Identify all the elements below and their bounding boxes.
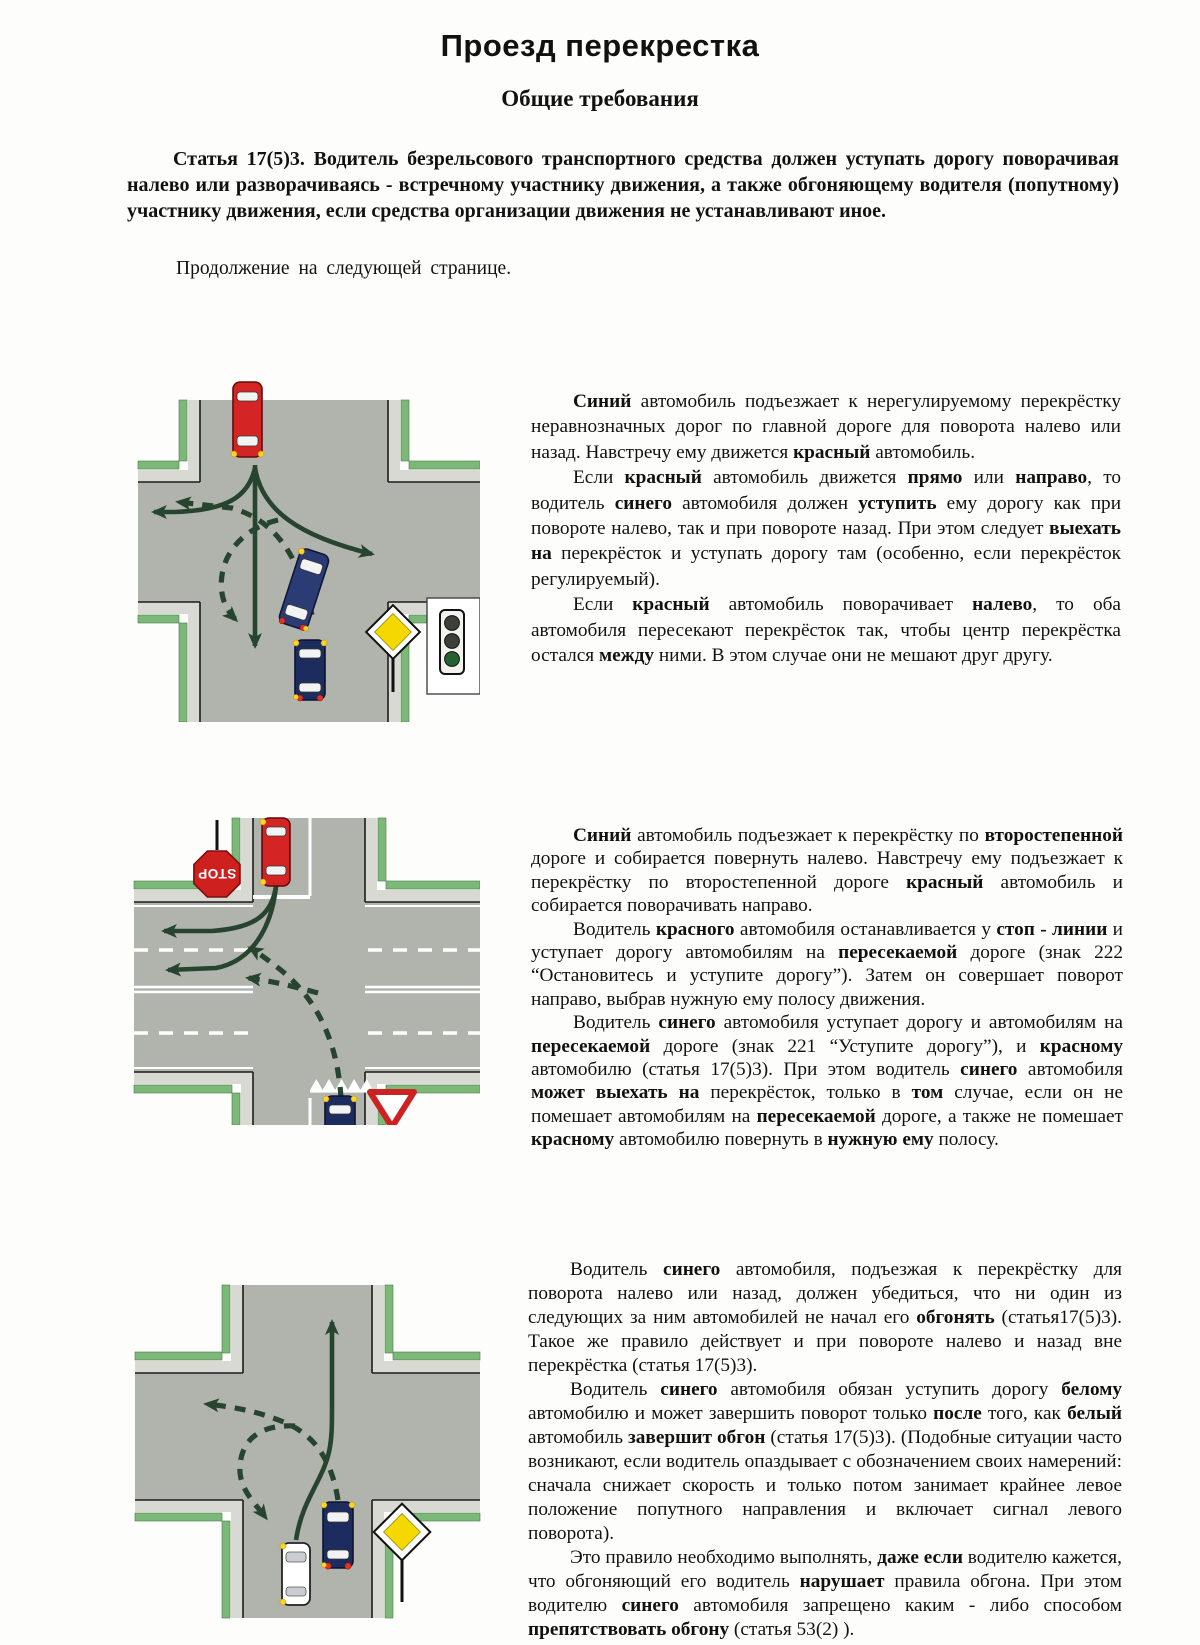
stop-sign-label: STOP [197,866,237,881]
paragraph: Водитель синего автомобиля обязан уступить дорогу белому автомобилю и может завершить поворот только после того, как белый автомобиль завершит обгон (статья 17(5)3). (Подобные ситуации часто возникают, если водитель опаздывает с обозначением своих намерений: сначала снижает скорость и только потом занимает крайнее левое положение попутного направления и включает сигнал левого поворота). [528,1379,1123,1544]
page-subtitle: Общие требования [501,86,699,111]
paragraph: Если красный автомобиль движется прямо или направо, то водитель синего автомобиля должен уступить ему дорогу как при повороте налево, так и при повороте назад. При этом следует выехать на перекрёсток и уступать дорогу там (особенно, если перекрёсток регулируемый). [531,467,1122,590]
intersection-diagram-1 [130,370,480,722]
continuation-note: Продолжение на следующей странице. [176,258,512,279]
paragraph: Синий автомобиль подъезжает к нерегулируемому перекрёстку неравнозначных дорог по главной дороге для поворота налево или назад. Навстречу ему движется красный автомобиль. [531,391,1121,463]
red-car [260,818,290,886]
paragraph: Водитель синего автомобиля уступает дорогу и автомобилям на пересекаемой дороге (знак 221 “Уступите дорогу”), и красному автомобилю (статья 17(5)3). При этом водитель синего автомобиля может выехать на перекрёсток, только в том случае, если он не помешает автомобилям на пересекаемой дороге, а также не помешает красному автомобилю повернуть в нужную ему полосу. [531,1012,1123,1151]
section-3-text [528,1258,1122,1642]
section-2-text [531,824,1123,1152]
intersection-diagram-2 [120,780,480,1125]
paragraph: Если красный автомобиль поворачивает налево, то оба автомобиля пересекают перекрёсток так, чтобы центр перекрёстка остался между ними. В этом случае они не мешают друг другу. [531,594,1121,667]
paragraph: Синий автомобиль подъезжает к перекрёстку по второстепенной дороге и собирается повернуть налево. Навстречу ему подъезжает к перекрёстку по второстепенной дороге красный автомобиль и собирается поворачивать направо. [531,825,1123,917]
paragraph: Водитель красного автомобиля останавливается у стоп - линии и уступает дорогу автомобилям на пересекаемой дороге (знак 222 “Остановитесь и уступите дорогу”). Затем он совершает поворот направо, выбрав нужную ему полосу движения. [531,918,1124,1010]
dark-blue-car [323,1096,357,1125]
intersection-diagram-3 [110,1200,488,1635]
dark-blue-car [321,1502,355,1569]
paragraph: Это правило необходимо выполнять, даже если водителю кажется, что обгоняющий его водитель нарушает правила обгона. При этом водителю синего автомобиля запрещено каким - либо способом препятствовать обгону (статья 53(2) ). [528,1547,1122,1640]
paragraph: Водитель синего автомобиля, подъезжая к перекрёстку для поворота налево или назад, должен убедиться, что ни один из следующих за ним автомобилей не начал его обгонять (статья17(5)3). Такое же правило действует и при повороте налево и назад вне перекрёстка (статья 17(5)3). [528,1259,1122,1376]
intro-paragraph: Статья 17(5)3. Водитель безрельсового транспортного средства должен уступать дорогу поворачивая налево или разворачиваясь - встречному участнику движения, а также обгоняющему водителя (попутному) участнику движения, если средства организации движения не устанавливают иное. [127,148,1119,222]
section-1-text [531,389,1121,668]
white-car [280,1543,310,1605]
page-title: Проезд перекрестка [440,28,760,63]
red-car [231,382,264,457]
traffic-light-icon [427,598,480,694]
dark-blue-car [293,640,327,701]
